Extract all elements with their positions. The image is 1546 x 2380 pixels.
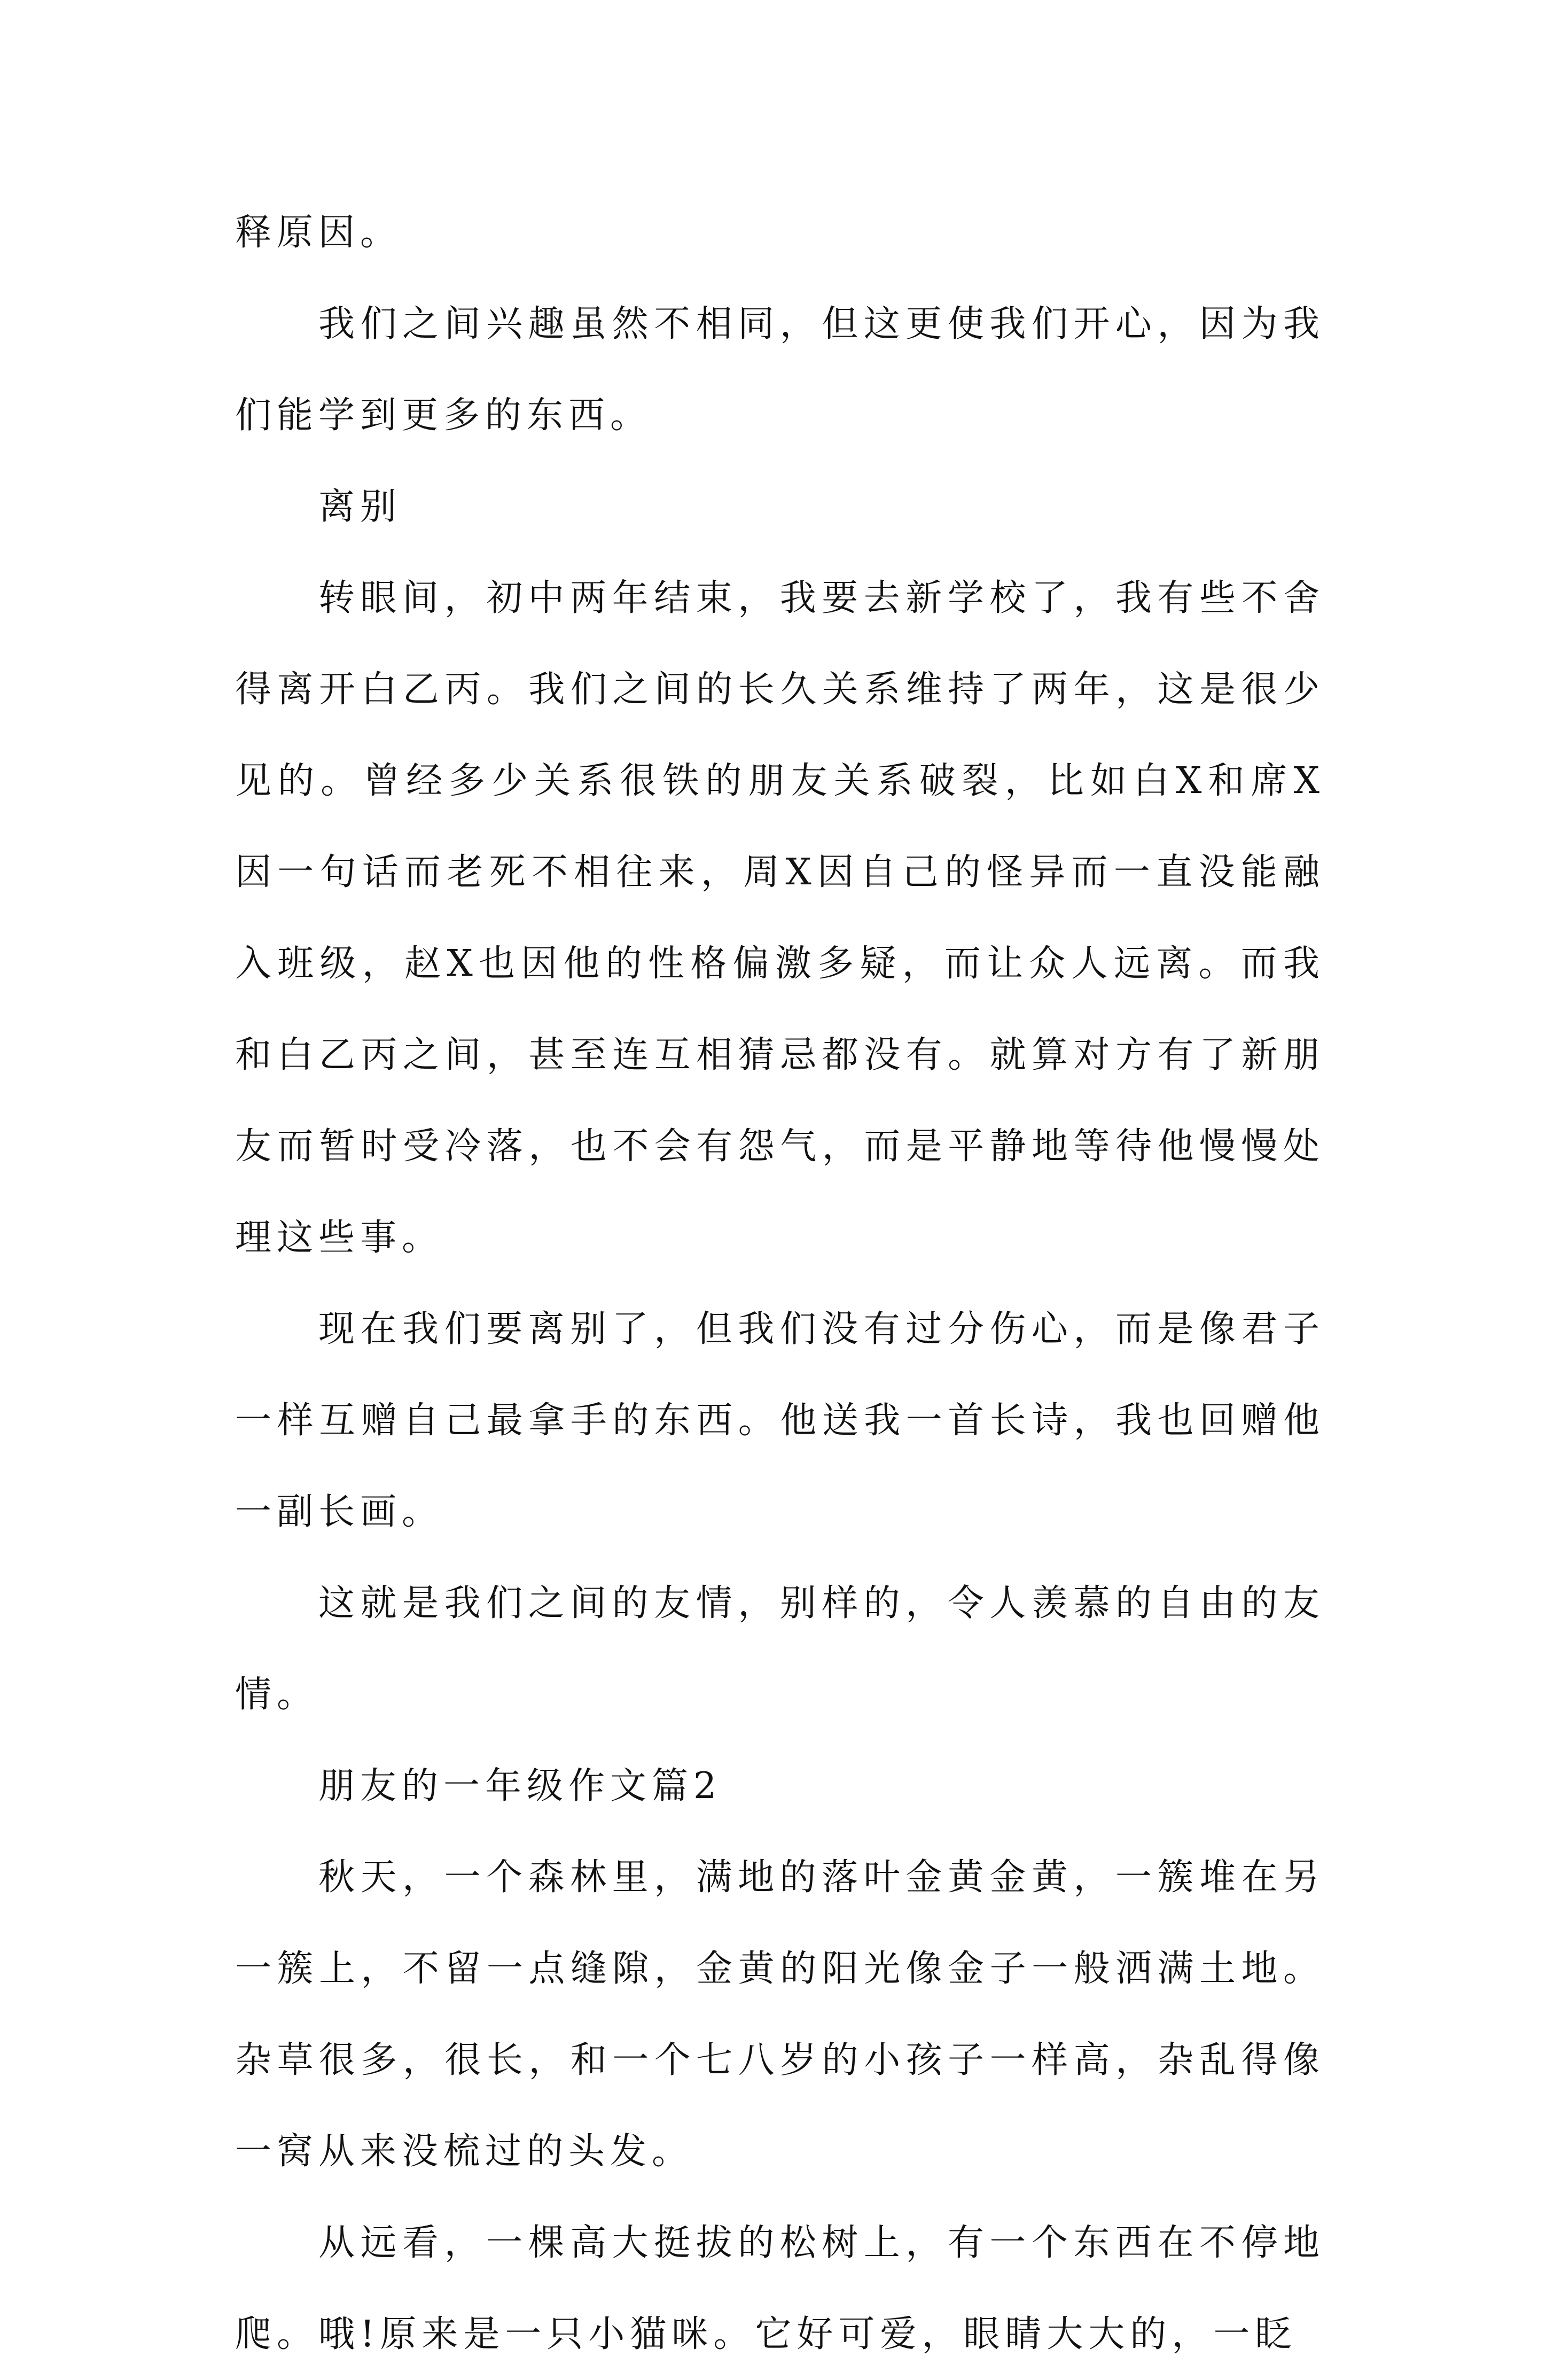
paragraph: 现在我们要离别了，但我们没有过分伤心，而是像君子一样互赠自己最拿手的东西。他送我一首长诗，我也回赠他一副长画。	[235, 1308, 1325, 1533]
paragraph: 从远看，一棵高大挺拔的松树上，有一个东西在不停地爬。哦!原来是一只小猫咪。它好可爱，眼睛大大的，一眨	[235, 2222, 1325, 2355]
document-body	[235, 187, 1325, 2380]
paragraph: 这就是我们之间的友情，别样的，令人羡慕的自由的友情。	[235, 1582, 1325, 1716]
section-heading: 离别	[318, 486, 402, 528]
paragraph: 我们之间兴趣虽然不相同，但这更使我们开心，因为我们能学到更多的东西。	[235, 303, 1325, 437]
paragraph: 转眼间，初中两年结束，我要去新学校了，我有些不舍得离开白乙丙。我们之间的长久关系维持了两年，这是很少见的。曾经多少关系很铁的朋友关系破裂，比如白X和席X因一句话而老死不相往来，周X因自己的怪异而一直没能融入班级，赵X也因他的性格偏激多疑，而让众人远离。而我和白乙丙之间，甚至连互相猜忌都没有。就算对方有了新朋友而暂时受冷落，也不会有怨气，而是平静地等待他慢慢处理这些事。	[235, 577, 1325, 1259]
paragraph: 释原因。	[235, 212, 402, 254]
paragraph: 秋天，一个森林里，满地的落叶金黄金黄，一簇堆在另一簇上，不留一点缝隙，金黄的阳光像金子一般洒满土地。杂草很多，很长，和一个七八岁的小孩子一样高，杂乱得像一窝从来没梳过的头发。	[235, 1856, 1325, 2173]
essay-title: 朋友的一年级作文篇2	[318, 1765, 722, 1807]
